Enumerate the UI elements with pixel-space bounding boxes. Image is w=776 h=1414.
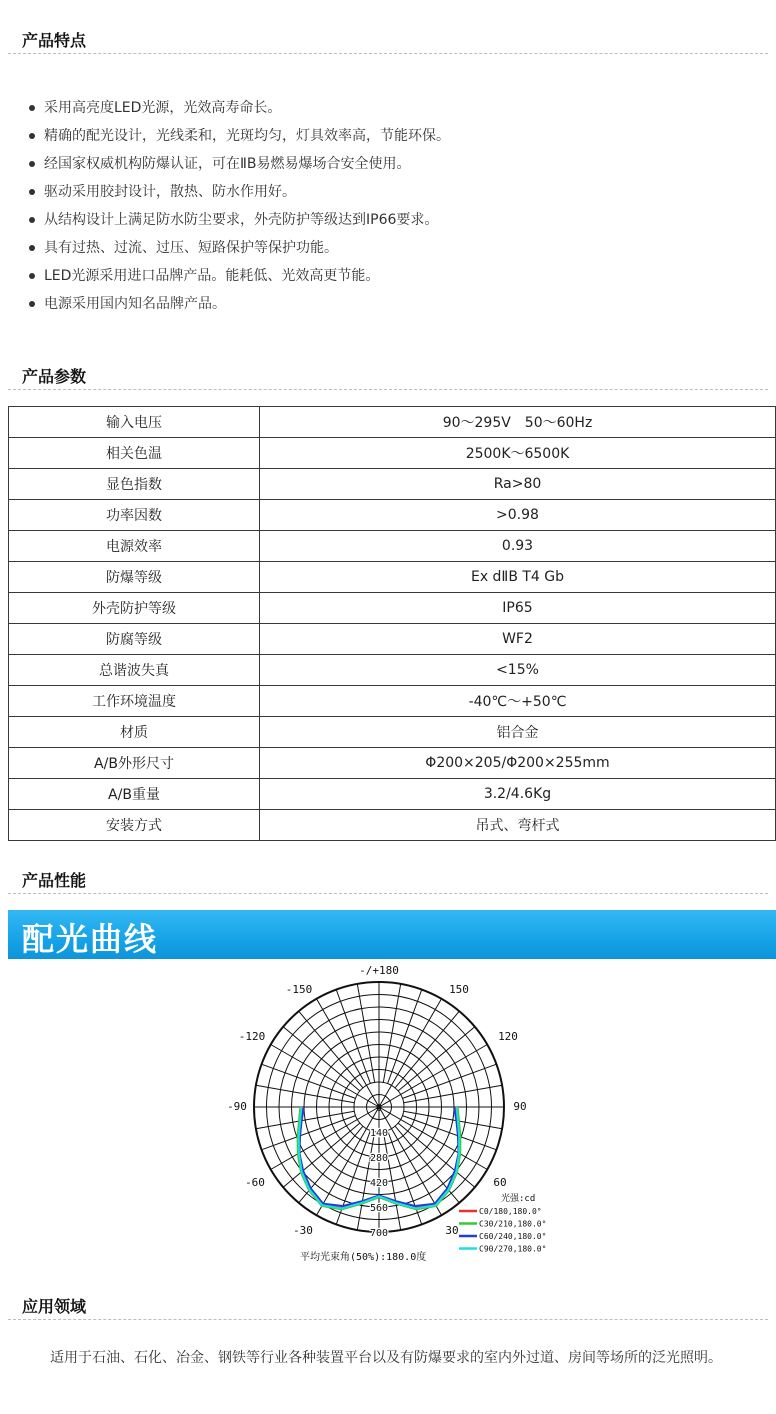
features-divider [8,53,768,54]
angle-label: -60 [245,1176,265,1189]
polar-grid-spoke [256,1085,355,1102]
chart-caption: 平均光束角(50%):180.0度 [300,1252,427,1263]
bullet-icon [29,217,35,223]
param-name: 材质 [9,717,260,748]
param-value: 2500K～6500K [260,438,776,469]
feature-text: 经国家权威机构防爆认证，可在ⅡB易燃易爆场合安全使用。 [44,156,411,172]
bullet-icon [29,189,35,195]
polar-grid-spoke [388,990,422,1084]
param-value: WF2 [260,624,776,655]
angle-label: -120 [238,1030,266,1043]
param-row [9,562,776,593]
angle-label: 60 [493,1176,507,1189]
param-row [9,531,776,562]
param-row [9,810,776,841]
bullet-icon [29,273,35,279]
param-row [9,469,776,500]
polar-grid-spoke [262,1116,356,1150]
feature-text: LED光源采用进口品牌产品。能耗低、光效高更节能。 [44,268,380,284]
param-name: A/B外形尺寸 [9,748,260,779]
param-name: 工作环境温度 [9,686,260,717]
features-section-title: 产品特点 [22,31,87,50]
performance-divider [8,893,768,894]
param-value: 0.93 [260,531,776,562]
legend-label: C90/270,180.0° [479,1244,547,1254]
feature-text: 电源采用国内知名品牌产品。 [44,296,226,312]
param-name: 总谐波失真 [9,655,260,686]
legend-label: C0/180,180.0° [479,1207,542,1216]
param-value: 铝合金 [260,717,776,748]
param-value: Ex dⅡB T4 Gb [260,562,776,593]
features-list [0,94,760,318]
banner-title: 配光曲线 [22,920,159,958]
center-label: 0 [375,1103,383,1114]
feature-text: 具有过热、过流、过压、短路保护等保护功能。 [44,240,338,256]
angle-label: 120 [498,1030,518,1043]
feature-item [0,206,760,234]
feature-text: 采用高亮度LED光源，光效高寿命长。 [44,100,282,116]
angle-label: 150 [449,983,469,996]
feature-item [0,234,760,262]
feature-item [0,262,760,290]
polar-grid-spoke [388,1131,422,1225]
param-row [9,655,776,686]
legend-title: 光强:cd [501,1194,536,1204]
bullet-icon [29,245,35,251]
param-row [9,748,776,779]
angle-label: -90 [227,1100,247,1113]
angle-label: 30 [445,1224,459,1237]
radial-tick-label: 560 [369,1203,389,1214]
param-value: 吊式、弯杆式 [260,810,776,841]
angle-label: -/+180 [359,964,399,977]
params-table [8,406,776,841]
polar-grid-spoke [403,1116,497,1150]
param-name: 外壳防护等级 [9,593,260,624]
polar-grid-spoke [383,984,400,1083]
param-row [9,686,776,717]
radial-tick-label: 280 [369,1153,389,1164]
params-divider [8,389,768,390]
feature-item [0,94,760,122]
param-value: 3.2/4.6Kg [260,779,776,810]
polar-grid-spoke [404,1111,503,1128]
angle-label: -150 [285,983,313,996]
legend-label: C30/210,180.0° [479,1219,547,1229]
param-name: 防腐等级 [9,624,260,655]
param-name: 输入电压 [9,407,260,438]
param-name: 防爆等级 [9,562,260,593]
param-value: IP65 [260,593,776,624]
light-distribution-polar-chart [215,962,575,1267]
param-name: 功率因数 [9,500,260,531]
param-value: -40℃～+50℃ [260,686,776,717]
application-divider [8,1319,768,1320]
param-value: Φ200×205/Φ200×255mm [260,748,776,779]
param-name: 相关色温 [9,438,260,469]
param-row [9,717,776,748]
param-value: Ra>80 [260,469,776,500]
radial-tick-label: 420 [369,1178,389,1189]
polar-grid-spoke [357,984,374,1083]
feature-text: 从结构设计上满足防水防尘要求，外壳防护等级达到IP66要求。 [44,212,439,228]
bullet-icon [29,133,35,139]
param-row [9,438,776,469]
feature-item [0,122,760,150]
bullet-icon [29,161,35,167]
angle-label: -30 [293,1224,313,1237]
param-row [9,624,776,655]
light-distribution-banner [8,910,776,959]
params-section-title: 产品参数 [22,367,87,386]
polar-grid-spoke [336,990,370,1084]
performance-section-title: 产品性能 [22,871,87,890]
application-section-title: 应用领域 [22,1297,87,1316]
polar-grid-spoke [256,1111,355,1128]
param-name: 显色指数 [9,469,260,500]
angle-label: 90 [513,1100,527,1113]
param-name: 安装方式 [9,810,260,841]
feature-item [0,150,760,178]
polar-grid-spoke [403,1064,497,1098]
bullet-icon [29,301,35,307]
feature-text: 精确的配光设计，光线柔和，光斑均匀，灯具效率高，节能环保。 [44,128,450,144]
feature-text: 驱动采用胶封设计，散热、防水作用好。 [44,184,296,200]
radial-tick-label: 700 [369,1228,389,1239]
polar-grid-spoke [404,1085,503,1102]
param-row [9,779,776,810]
param-value: >0.98 [260,500,776,531]
feature-item [0,290,760,318]
bullet-icon [29,105,35,111]
param-value: 90～295V 50～60Hz [260,407,776,438]
param-name: A/B重量 [9,779,260,810]
feature-item [0,178,760,206]
param-name: 电源效率 [9,531,260,562]
param-row [9,407,776,438]
polar-grid-spoke [336,1131,370,1225]
param-value: <15% [260,655,776,686]
param-row [9,500,776,531]
polar-grid-spoke [262,1064,356,1098]
param-row [9,593,776,624]
radial-tick-label: 140 [369,1128,389,1139]
legend-label: C60/240,180.0° [479,1232,547,1241]
application-text: 适用于石油、石化、冶金、钢铁等行业各种装置平台以及有防爆要求的室内外过道、房间等场所的泛光照明。 [50,1350,722,1366]
